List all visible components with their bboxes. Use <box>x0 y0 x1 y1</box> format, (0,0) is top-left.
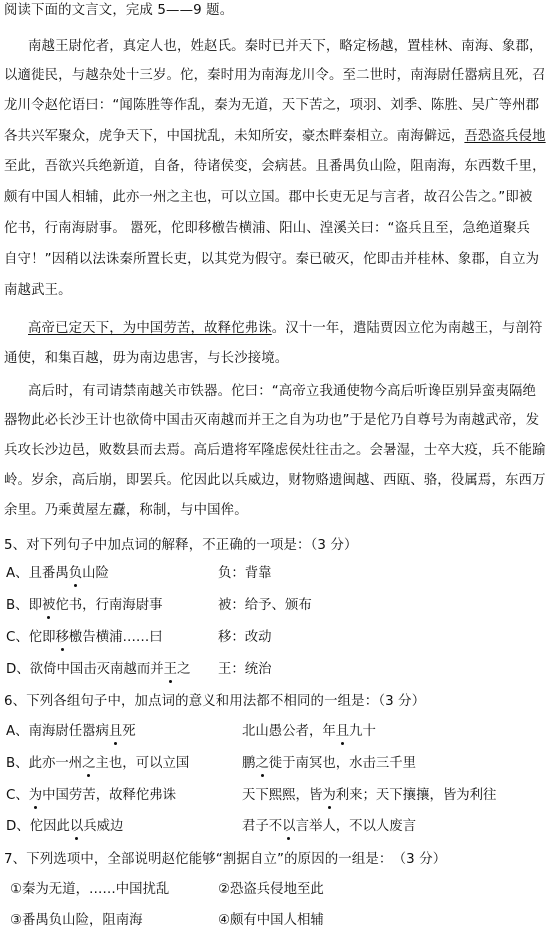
q6-option-a-right: 北山愚公者，年且九十 <box>242 724 376 739</box>
emphasis-dot-word: 被 <box>41 598 56 613</box>
q6-option-c-left: C、为中国劳苦，故释佗弗诛 <box>6 788 177 803</box>
passage-line: 以適徙民，与越杂处十三岁。佗，秦时用为南海龙川令。至二世时，南海尉任嚣病且死，召 <box>4 68 546 83</box>
q6-option-d-left: D、佗因此以兵威边 <box>6 819 124 834</box>
passage-line: 南越王尉佗者，真定人也，姓赵氏。秦时已并天下，略定杨越，置桂林、南海、象郡， <box>28 39 543 54</box>
q7-item-2: ②恐盗兵侵地至此 <box>218 882 324 897</box>
intro-text: 阅读下面的文言文，完成 5——9 题。 <box>4 3 234 18</box>
q5-option-c-gloss: 移：改动 <box>218 630 272 645</box>
q6-option-c-right: 天下熙熙，皆为利来；天下攘攘，皆为利往 <box>242 788 497 803</box>
passage-line: 南越武王。 <box>4 283 72 298</box>
question-6-stem: 6、下列各组句子中，加点词的意义和用法都不相同的一组是：（3 分） <box>4 694 426 709</box>
q5-option-d-gloss: 王：统治 <box>218 662 272 677</box>
q5-option-c: C、佗即移檄告横浦……曰 <box>6 630 163 645</box>
q7-item-4: ④颇有中国人相辅 <box>218 913 324 928</box>
passage-line: 至此，吾欲兴兵绝新道，自备，待诸侯变，会病甚。且番禺负山险，阻南海，东西数千里， <box>4 159 546 174</box>
underlined-sentence: 吾恐盗兵侵地 <box>464 129 546 144</box>
emphasis-dot-word: 以 <box>69 819 84 834</box>
emphasis-dot-word: 移 <box>55 630 69 645</box>
passage-line: 岭。岁余，高后崩，即罢兵。佗因此以兵威边，财物赂遗闽越、西瓯、骆，役属焉，东西万 <box>4 473 546 488</box>
q7-item-3: ③番禺负山险，阻南海 <box>10 913 143 928</box>
passage-line: 兵攻长沙边邑，败数县而去焉。高后遣将军隆虑侯灶往击之。会暑湿，士卒大疫，兵不能踰 <box>4 443 546 458</box>
q6-option-b-right: 鹏之徙于南冥也，水击三千里 <box>242 756 417 771</box>
emphasis-dot-word: 为 <box>322 788 336 803</box>
underlined-sentence: 高帝已定天下，为中国劳苦，故释佗弗诛 <box>28 321 272 336</box>
emphasis-dot-word: 以 <box>282 819 296 834</box>
passage-line: 高后时，有司请禁南越关市铁器。佗曰：“高帝立我通使物今高后听谗臣别异蛮夷隔绝 <box>28 384 537 399</box>
passage-line: 余里。乃乘黄屋左纛，称制，与中国侔。 <box>4 503 248 518</box>
passage-line: 器物此必长沙王计也欲倚中国击灭南越而并王之自为功也”于是佗乃自尊号为南越武帝，发 <box>4 413 540 428</box>
emphasis-dot-word: 为 <box>28 788 43 803</box>
passage-text: 各共兴军聚众，虎争天下，中国扰乱，未知所安，豪杰畔秦相立。南海僻远， <box>4 129 465 144</box>
passage-line: 颇有中国人相辅，此亦一州之主也，可以立国。郡中长吏无足与言者，故召公告之。”即被 <box>4 190 533 205</box>
q5-option-b: B、即被佗书，行南海尉事 <box>6 598 163 613</box>
passage-line: 自守！”因稍以法诛秦所置长吏，以其党为假守。秦已破灭，佗即击并桂林、象郡，自立为 <box>4 252 540 267</box>
passage-text: 。汉十一年，遣陆贾因立佗为南越王，与剖符 <box>271 321 543 336</box>
passage-line: 通使，和集百越，毋为南边患害，与长沙接境。 <box>4 351 289 366</box>
emphasis-dot-word: 且 <box>335 724 350 739</box>
emphasis-dot-word: 王 <box>163 662 177 677</box>
q5-option-a-gloss: 负：背靠 <box>218 566 272 581</box>
q6-option-d-right: 君子不以言举人，不以人废言 <box>242 819 417 834</box>
question-5-stem: 5、对下列句子中加点词的解释，不正确的一项是：（3 分） <box>4 538 358 553</box>
emphasis-dot-word: 负 <box>68 566 83 581</box>
q5-option-d: D、欲倚中国击灭南越而并王之 <box>6 662 191 677</box>
emphasis-dot-word: 之 <box>255 756 269 771</box>
passage-line: 佗书，行南海尉事。 嚣死，佗即移檄告横浦、阳山、湟溪关曰：“盗兵且至，急绝道聚兵 <box>4 221 531 236</box>
q7-item-1: ①秦为无道，……中国扰乱 <box>10 882 170 897</box>
passage-line <box>28 320 543 338</box>
q5-option-a: A、且番禺负山险 <box>6 566 109 581</box>
passage-line <box>4 128 546 146</box>
q5-option-b-gloss: 被：给予、颁布 <box>218 598 312 613</box>
question-7-stem: 7、下列选项中，全部说明赵佗能够“割据自立”的原因的一组是： （3 分） <box>4 852 447 867</box>
passage-line: 龙川令赵佗语曰：“闻陈胜等作乱，秦为无道，天下苦之，项羽、刘季、陈胜、吴广等州郡 <box>4 98 540 113</box>
emphasis-dot-word: 且 <box>108 724 123 739</box>
q6-option-b-left: B、此亦一州之主也，可以立国 <box>6 756 190 771</box>
q6-option-a-left: A、南海尉任嚣病且死 <box>6 724 136 739</box>
emphasis-dot-word: 之 <box>82 756 96 771</box>
